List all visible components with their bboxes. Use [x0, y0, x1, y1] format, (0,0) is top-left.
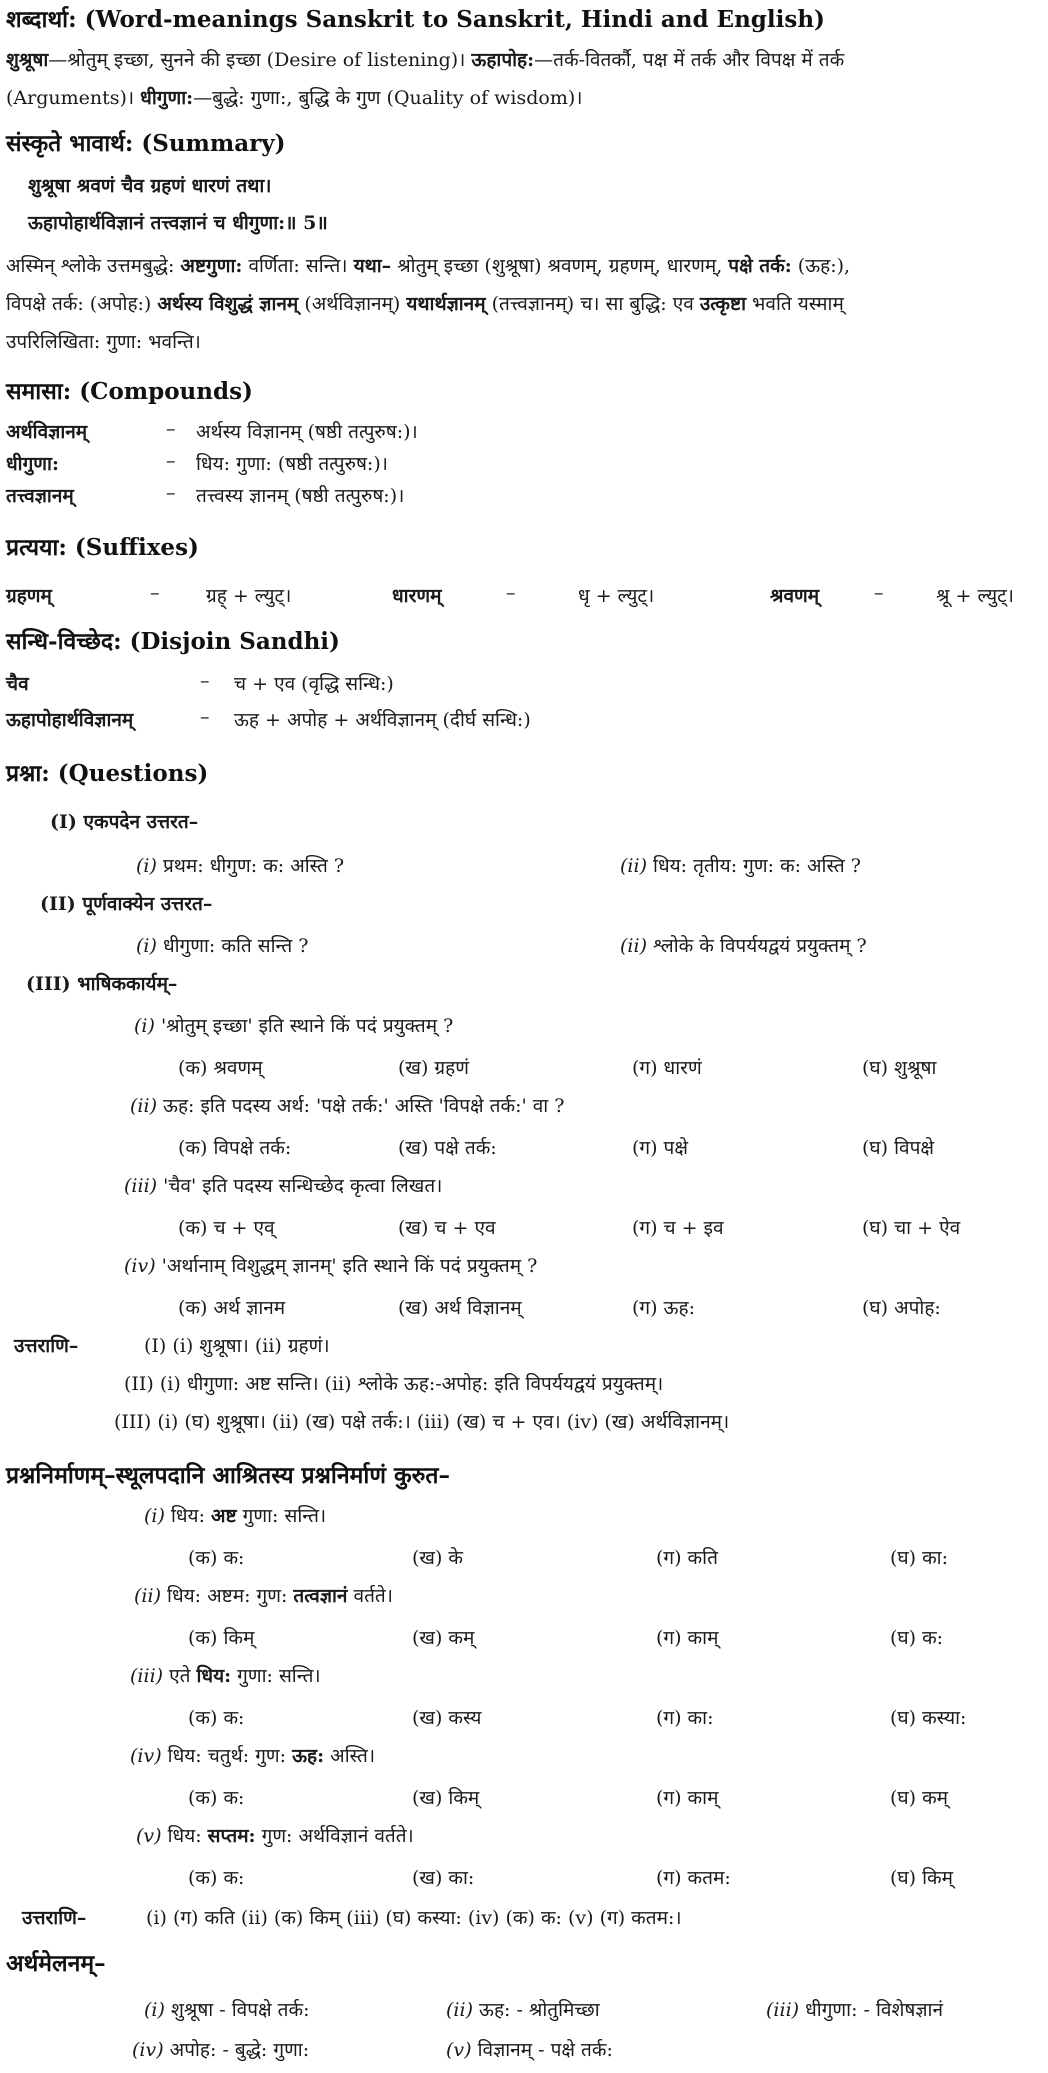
suffix-term: ग्रहणम् [6, 585, 52, 607]
sandhi-term: ऊहापोहार्थविज्ञानम् [6, 709, 134, 731]
qf-option: (ख) का: [412, 1867, 475, 1889]
summary-para-line-3: उपरिलिखिता: गुणा: भवन्ति। [6, 331, 201, 353]
question-text: गुणा: सन्ति। [231, 1665, 321, 1687]
meaning-text: —श्रोतुम् इच्छा, सुनने की इच्छा (Desire of listening)। [48, 49, 472, 71]
summary-text: (अर्थविज्ञानम्) [298, 293, 407, 315]
summary-text: (ऊह:), [791, 255, 851, 277]
item-number: (v) [136, 1825, 162, 1847]
qf-option: (ख) किम् [412, 1787, 480, 1809]
mcq-option: (ख) पक्षे तर्क: [398, 1137, 497, 1159]
qf-option: (घ) कस्या: [890, 1707, 967, 1729]
suffixes-heading: प्रत्यया: (Suffixes) [6, 534, 199, 561]
question-text: एते [163, 1665, 197, 1687]
item-number: (iv) [124, 1255, 156, 1277]
word-meanings-heading: शब्दार्था: (Word-meanings Sanskrit to Sanskrit, Hindi and English) [6, 6, 825, 33]
answers-line-1: (I) (i) शुश्रूषा। (ii) ग्रहणं। [144, 1335, 330, 1357]
q-group-1-label: (I) एकपदेन उत्तरत– [50, 811, 199, 833]
compound-term: धीगुणा: [6, 453, 59, 475]
mcq-option: (घ) चा + ऐव [862, 1217, 961, 1239]
summary-text: श्रोतुम् इच्छा (शुश्रूषा) श्रवणम्, ग्रहणम्, धारणम्, [391, 255, 729, 277]
question-text: धीगुणा: कति सन्ति ? [156, 935, 309, 957]
question-text: गुण: अर्थविज्ञानं वर्तते। [255, 1825, 414, 1847]
match-text: ऊह: - श्रोतुमिच्छा [472, 1999, 600, 2021]
highlighted-word: सप्तम: [207, 1825, 256, 1847]
mcq-option: (ग) ऊह: [632, 1297, 695, 1319]
highlighted-word: तत्वज्ञानं [293, 1585, 348, 1607]
item-number: (iii) [130, 1665, 164, 1687]
item-number: (i) [144, 1505, 165, 1527]
qf-option: (ग) का: [656, 1707, 714, 1729]
summary-bold: अर्थस्य विशुद्धं ज्ञानम् [157, 293, 299, 315]
question-text: धिय: चतुर्थ: गुण: [161, 1745, 293, 1767]
qf-option: (ग) कति [656, 1547, 718, 1569]
compound-dash: – [166, 482, 176, 504]
item-number: (iii) [124, 1175, 158, 1197]
meaning-text: —बुद्धे: गुणा:, बुद्धि के गुण (Quality of wisdom)। [193, 87, 583, 109]
sandhi-heading: सन्धि-विच्छेद: (Disjoin Sandhi) [6, 628, 340, 655]
answers-label: उत्तराणि– [14, 1335, 79, 1357]
item-number: (iv) [130, 1745, 162, 1767]
item-number: (i) [144, 1999, 165, 2021]
compound-def: तत्त्वस्य ज्ञानम् (षष्ठी तत्पुरुष:)। [196, 485, 405, 507]
highlighted-word: ऊह: [292, 1745, 325, 1767]
suffix-term: धारणम् [392, 585, 442, 607]
compound-term: अर्थविज्ञानम् [6, 421, 88, 443]
match-text: अपोह: - बुद्धे: गुणा: [163, 2039, 310, 2061]
suffix-def: धृ + ल्युट्। [578, 585, 655, 607]
qf-option: (क) किम् [188, 1627, 255, 1649]
questions-heading: प्रश्ना: (Questions) [6, 760, 209, 787]
q-group-2-item-2 [620, 932, 867, 958]
answers-line-3: (III) (i) (घ) शुश्रूषा। (ii) (ख) पक्षे तर्क:। (iii) (ख) च + एव। (iv) (ख) अर्थविज्ञानम्। [114, 1411, 730, 1433]
sandhi-def: च + एव (वृद्धि सन्धि:) [234, 673, 394, 695]
qf-option: (क) क: [188, 1547, 245, 1569]
term-uhapoha: ऊहापोह: [471, 49, 535, 71]
mcq-option: (ख) अर्थ विज्ञानम् [398, 1297, 522, 1319]
mcq-question [124, 1252, 537, 1278]
item-number: (ii) [620, 855, 647, 877]
qf-question [144, 1502, 326, 1528]
qf-option: (ख) कस्य [412, 1707, 482, 1729]
answers-line-2: (II) (i) धीगुणा: अष्ट सन्ति। (ii) श्लोके ऊह:-अपोह: इति विपर्ययद्वयं प्रयुक्तम्। [124, 1373, 664, 1395]
mcq-option: (क) च + एव् [178, 1217, 275, 1239]
summary-bold: उत्कृष्टा [699, 293, 747, 315]
qf-option: (ग) काम् [656, 1787, 719, 1809]
meaning-text: (Arguments)। [6, 87, 141, 109]
mcq-option: (क) विपक्षे तर्क: [178, 1137, 292, 1159]
item-number: (iii) [766, 1999, 800, 2021]
mcq-option: (घ) अपोह: [862, 1297, 941, 1319]
item-number: (ii) [620, 935, 647, 957]
q-group-2-label: (II) पूर्णवाक्येन उत्तरत– [40, 893, 213, 915]
meaning-text: —तर्क-वितर्कौ, पक्ष में तर्क और विपक्ष में तर्क [534, 49, 845, 71]
match-text: विज्ञानम् - पक्षे तर्क: [471, 2039, 613, 2061]
mcq-option: (क) श्रवणम् [178, 1057, 263, 1079]
term-dhiguna: धीगुणा: [140, 87, 194, 109]
q-group-1-item-2 [620, 852, 861, 878]
summary-para-line-1 [6, 252, 850, 278]
q-group-1-item-1 [136, 852, 344, 878]
mcq-question [134, 1012, 453, 1038]
match-item [766, 1996, 943, 2022]
compound-def: अर्थस्य विज्ञानम् (षष्ठी तत्पुरुष:)। [196, 421, 418, 443]
compound-dash: – [166, 418, 176, 440]
summary-text: विपक्षे तर्क: (अपोह:) [6, 293, 158, 315]
mcq-question [124, 1172, 442, 1198]
mcq-option: (ग) पक्षे [632, 1137, 688, 1159]
question-text: गुणा: सन्ति। [236, 1505, 327, 1527]
qf-answers-label: उत्तराणि– [22, 1907, 87, 1929]
question-formation-heading: प्रश्ननिर्माणम्–स्थूलपदानि आश्रितस्य प्रश्ननिर्माणं कुरुत– [6, 1462, 451, 1489]
qf-option: (घ) किम् [890, 1867, 953, 1889]
match-item [144, 1996, 309, 2022]
qf-question [130, 1662, 321, 1688]
compounds-heading: समासा: (Compounds) [6, 378, 253, 405]
sandhi-dash: – [200, 706, 210, 728]
qf-question [136, 1822, 414, 1848]
item-number: (ii) [134, 1585, 161, 1607]
summary-bold: अष्टगुणा: [180, 255, 243, 277]
mcq-option: (ग) च + इव [632, 1217, 724, 1239]
question-text: 'अर्थानाम् विशुद्धम् ज्ञानम्' इति स्थाने किं पदं प्रयुक्तम् ? [155, 1255, 538, 1277]
question-text: 'श्रोतुम् इच्छा' इति स्थाने किं पदं प्रयुक्तम् ? [154, 1015, 454, 1037]
verse-line-1: शुश्रूषा श्रवणं चैव ग्रहणं धारणं तथा। [28, 175, 272, 197]
qf-question [130, 1742, 375, 1768]
item-number: (ii) [130, 1095, 157, 1117]
qf-option: (घ) क: [890, 1627, 944, 1649]
term-shushrusha: शुश्रूषा [6, 49, 49, 71]
summary-para-line-2 [6, 290, 844, 316]
suffix-dash: – [874, 582, 884, 604]
question-text: प्रथम: धीगुण: क: अस्ति ? [156, 855, 345, 877]
suffix-term: श्रवणम् [770, 585, 820, 607]
mcq-option: (घ) विपक्षे [862, 1137, 934, 1159]
item-number: (iv) [132, 2039, 164, 2061]
mcq-option: (घ) शुश्रूषा [862, 1057, 937, 1079]
qf-option: (ख) के [412, 1547, 463, 1569]
q-group-2-item-1 [136, 932, 308, 958]
word-meanings-line-2 [6, 84, 583, 110]
summary-text: (तत्त्वज्ञानम्) च। सा बुद्धि: एव [485, 293, 700, 315]
sandhi-term: चैव [6, 673, 29, 695]
qf-option: (क) क: [188, 1787, 245, 1809]
question-text: 'चैव' इति पदस्य सन्धिच्छेद कृत्वा लिखत। [157, 1175, 443, 1197]
highlighted-word: अष्ट [211, 1505, 237, 1527]
mcq-option: (ख) च + एव [398, 1217, 496, 1239]
match-item [132, 2036, 309, 2062]
item-number: (ii) [446, 1999, 473, 2021]
match-item [446, 2036, 613, 2062]
sandhi-def: ऊह + अपोह + अर्थविज्ञानम् (दीर्घ सन्धि:) [234, 709, 531, 731]
highlighted-word: धिय: [196, 1665, 232, 1687]
suffix-dash: – [506, 582, 516, 604]
summary-bold: यथार्थज्ञानम् [406, 293, 486, 315]
suffix-def: श्रू + ल्युट्। [936, 585, 1014, 607]
qf-option: (ग) काम् [656, 1627, 719, 1649]
verse-line-2: ऊहापोहार्थविज्ञानं तत्त्वज्ञानं च धीगुणा:॥ 5॥ [28, 212, 328, 234]
compound-def: धिय: गुणा: (षष्ठी तत्पुरुष:)। [196, 453, 388, 475]
sandhi-dash: – [200, 670, 210, 692]
summary-text: अस्मिन् श्लोके उत्तमबुद्धे: [6, 255, 181, 277]
summary-text: भवति यस्माम् [746, 293, 844, 315]
compound-term: तत्त्वज्ञानम् [6, 485, 74, 507]
item-number: (v) [446, 2039, 472, 2061]
qf-answers-text: (i) (ग) कति (ii) (क) किम् (iii) (घ) कस्या: (iv) (क) क: (v) (ग) कतम:। [146, 1907, 682, 1929]
q-group-3-label: (III) भाषिककार्यम्– [26, 973, 178, 995]
question-text: अस्ति। [324, 1745, 376, 1767]
summary-bold: पक्षे तर्क: [728, 255, 792, 277]
mcq-option: (क) अर्थ ज्ञानम [178, 1297, 286, 1319]
match-text: धीगुणा: - विशेषज्ञानं [799, 1999, 943, 2021]
qf-option: (ख) कम् [412, 1627, 475, 1649]
summary-heading: संस्कृते भावार्थ: (Summary) [6, 130, 286, 157]
summary-bold: यथा– [353, 255, 392, 277]
match-text: शुश्रूषा - विपक्षे तर्क: [164, 1999, 310, 2021]
match-item [446, 1996, 600, 2022]
suffix-def: ग्रह् + ल्युट्। [206, 585, 292, 607]
question-text: धिय: तृतीय: गुण: क: अस्ति ? [646, 855, 861, 877]
qf-question [134, 1582, 393, 1608]
qf-option: (क) क: [188, 1867, 245, 1889]
summary-text: वर्णिता: सन्ति। [242, 255, 354, 277]
question-text: ऊह: इति पदस्य अर्थ: 'पक्षे तर्क:' अस्ति 'विपक्षे तर्क:' वा ? [156, 1095, 565, 1117]
compound-dash: – [166, 450, 176, 472]
matching-heading: अर्थमेलनम्– [6, 1950, 106, 1977]
item-number: (i) [134, 1015, 155, 1037]
word-meanings-line-1 [6, 46, 844, 72]
qf-option: (घ) कम् [890, 1787, 949, 1809]
mcq-option: (ग) धारणं [632, 1057, 702, 1079]
qf-option: (घ) का: [890, 1547, 949, 1569]
question-text: धिय: [161, 1825, 208, 1847]
item-number: (i) [136, 855, 157, 877]
question-text: धिय: [164, 1505, 212, 1527]
qf-option: (क) क: [188, 1707, 245, 1729]
mcq-option: (ख) ग्रहणं [398, 1057, 469, 1079]
item-number: (i) [136, 935, 157, 957]
qf-option: (ग) कतम: [656, 1867, 731, 1889]
suffix-dash: – [150, 582, 160, 604]
question-text: धिय: अष्टम: गुण: [160, 1585, 294, 1607]
question-text: वर्तते। [347, 1585, 393, 1607]
mcq-question [130, 1092, 564, 1118]
question-text: श्लोके के विपर्ययद्वयं प्रयुक्तम् ? [646, 935, 867, 957]
